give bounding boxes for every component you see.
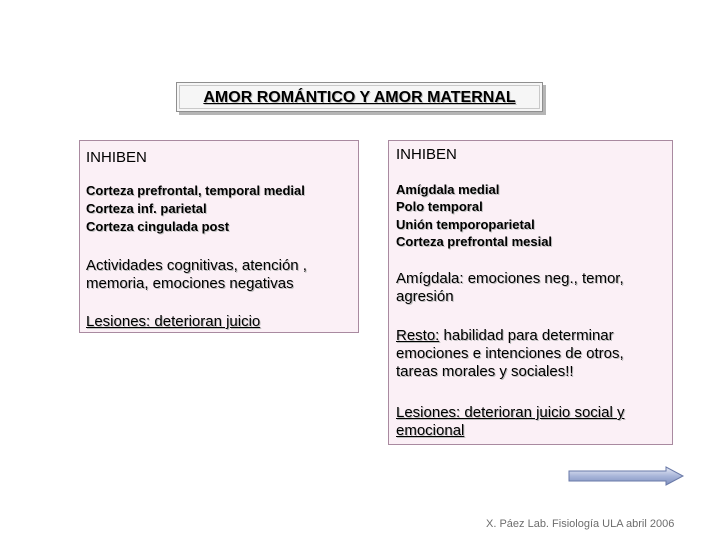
right-amygdala-line-2: agresión [396, 288, 454, 305]
rest-label: Resto: [396, 327, 440, 344]
left-activities-line-1: Actividades cognitivas, atención , [86, 257, 307, 274]
right-lesions-line-1: Lesiones: deterioran juicio social y [396, 404, 625, 421]
left-region-1: Corteza prefrontal, temporal medial [86, 183, 305, 198]
right-panel [388, 140, 673, 445]
right-region-4: Corteza prefrontal mesial [396, 234, 553, 249]
page-title: AMOR ROMÁNTICO Y AMOR MATERNAL [203, 89, 516, 106]
right-arrow-icon [568, 466, 686, 486]
left-activities-line-2: memoria, emociones negativas [86, 275, 294, 292]
right-amygdala-line-1: Amígdala: emociones neg., temor, [396, 270, 624, 287]
footer-credit: X. Páez Lab. Fisiología ULA abril 2006 [486, 518, 675, 530]
right-lesions-line-2: emocional [396, 422, 465, 439]
left-header: INHIBEN [86, 149, 147, 166]
left-lesions: Lesiones: deterioran juicio [86, 313, 261, 330]
right-rest-line-3: tareas morales y sociales!! [396, 363, 574, 380]
right-header: INHIBEN [396, 146, 457, 163]
left-region-2: Corteza inf. parietal [86, 201, 207, 216]
right-rest-line-2: emociones e intenciones de otros, [396, 345, 624, 362]
left-panel [79, 140, 359, 333]
right-region-2: Polo temporal [396, 199, 483, 214]
title-box [176, 82, 543, 112]
right-region-3: Unión temporoparietal [396, 217, 535, 232]
right-region-1: Amígdala medial [396, 182, 500, 197]
rest-text: habilidad para determinar [439, 327, 614, 344]
right-rest-line-1 [396, 327, 614, 345]
left-region-3: Corteza cingulada post [86, 219, 230, 234]
